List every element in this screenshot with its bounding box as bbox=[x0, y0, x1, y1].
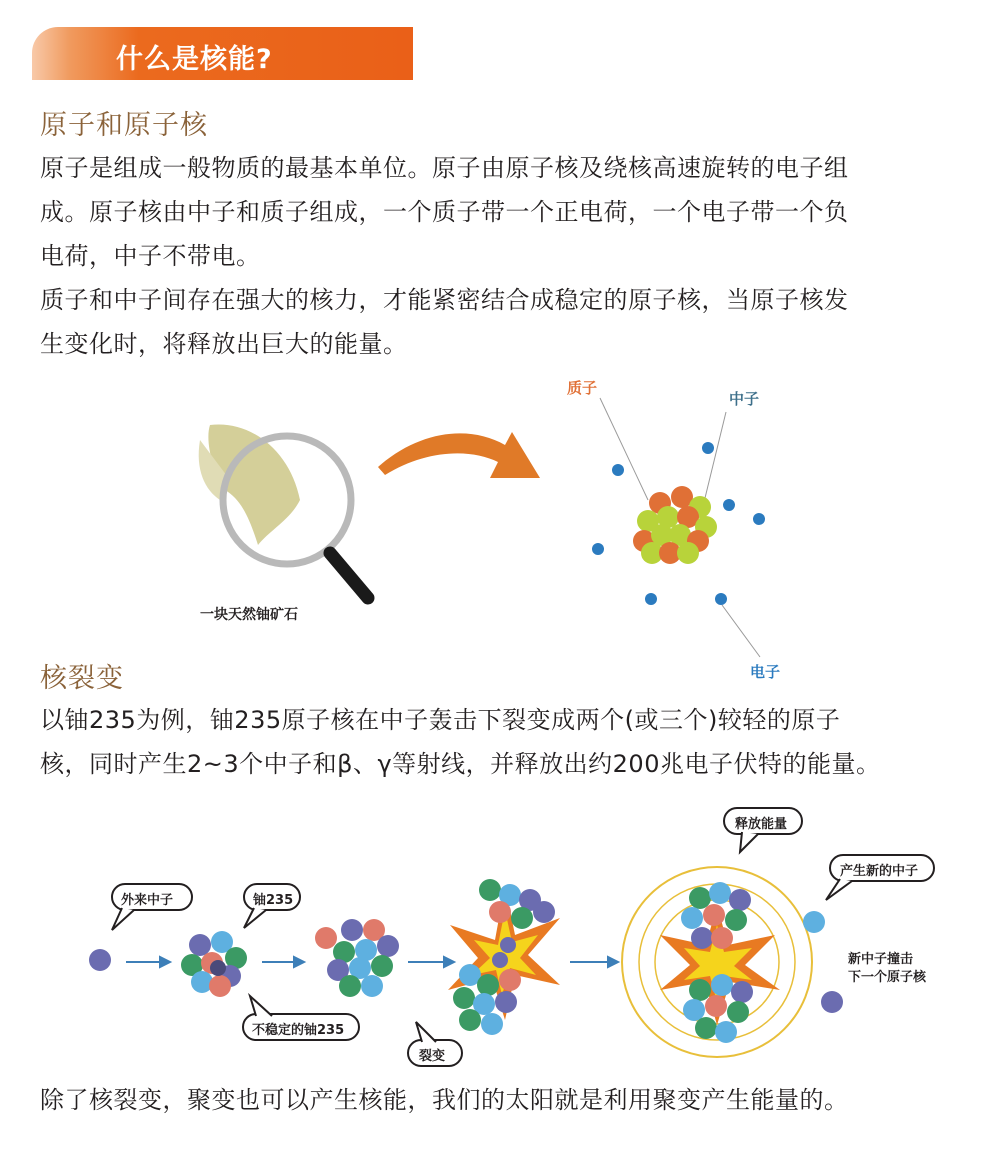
proton-label: 质子 bbox=[567, 379, 598, 397]
new-neutron-label: 产生新的中子 bbox=[840, 864, 919, 879]
page-title: 什么是核能? bbox=[116, 44, 273, 75]
electron-dot bbox=[645, 593, 657, 605]
electron-label: 电子 bbox=[750, 663, 781, 681]
fission-burst bbox=[448, 879, 560, 1035]
text-line: 核，同时产生2~3个中子和β、γ等射线，并释放出约200兆电子伏特的能量。 bbox=[40, 750, 881, 778]
electron-dot bbox=[715, 593, 727, 605]
release-burst bbox=[660, 882, 780, 1043]
electron-dot bbox=[592, 543, 604, 555]
fission-label: 裂变 bbox=[419, 1049, 446, 1064]
text-line: 电荷，中子不带电。 bbox=[40, 242, 261, 270]
arrow-icon bbox=[378, 432, 540, 478]
magnifier-icon bbox=[199, 424, 368, 598]
section2-paragraph bbox=[40, 698, 960, 786]
electron-dot bbox=[612, 464, 624, 476]
text-line: 成。原子核由中子和质子组成，一个质子带一个正电荷，一个电子带一个负 bbox=[40, 198, 849, 226]
text-line: 质子和中子间存在强大的核力，才能紧密结合成稳定的原子核，当原子核发 bbox=[40, 286, 849, 314]
new-neutron-ball bbox=[803, 911, 825, 933]
electron-dot bbox=[753, 513, 765, 525]
neutron-label: 中子 bbox=[729, 390, 760, 408]
unstable-u235-label: 不稳定的铀235 bbox=[252, 1023, 345, 1038]
section-heading-atom: 原子和原子核 bbox=[40, 110, 208, 141]
hit-next-line1: 新中子撞击 bbox=[848, 952, 914, 967]
fission-diagram bbox=[89, 808, 934, 1066]
u235-nucleus bbox=[181, 931, 247, 997]
neutron-ball bbox=[89, 949, 111, 971]
text-line: 以铀235为例，铀235原子核在中子轰击下裂变成两个(或三个)较轻的原子 bbox=[40, 706, 841, 734]
section-heading-fission: 核裂变 bbox=[40, 663, 124, 694]
release-energy-label: 释放能量 bbox=[735, 817, 788, 832]
electron-dot bbox=[702, 442, 714, 454]
u235-label: 铀235 bbox=[253, 893, 294, 908]
external-neutron-label: 外来中子 bbox=[121, 893, 174, 908]
hit-next-line2: 下一个原子核 bbox=[848, 970, 927, 985]
electrons bbox=[592, 442, 765, 605]
electron-dot bbox=[723, 499, 735, 511]
footer-text: 除了核裂变，聚变也可以产生核能，我们的太阳就是利用聚变产生能量的。 bbox=[40, 1086, 849, 1114]
text-line: 原子是组成一般物质的最基本单位。原子由原子核及绕核高速旋转的电子组 bbox=[40, 154, 849, 182]
text-line: 生变化时，将释放出巨大的能量。 bbox=[40, 330, 408, 358]
new-neutron-ball bbox=[821, 991, 843, 1013]
nucleus bbox=[633, 486, 717, 564]
ore-caption: 一块天然铀矿石 bbox=[200, 607, 298, 623]
unstable-u235-nucleus bbox=[315, 919, 399, 997]
